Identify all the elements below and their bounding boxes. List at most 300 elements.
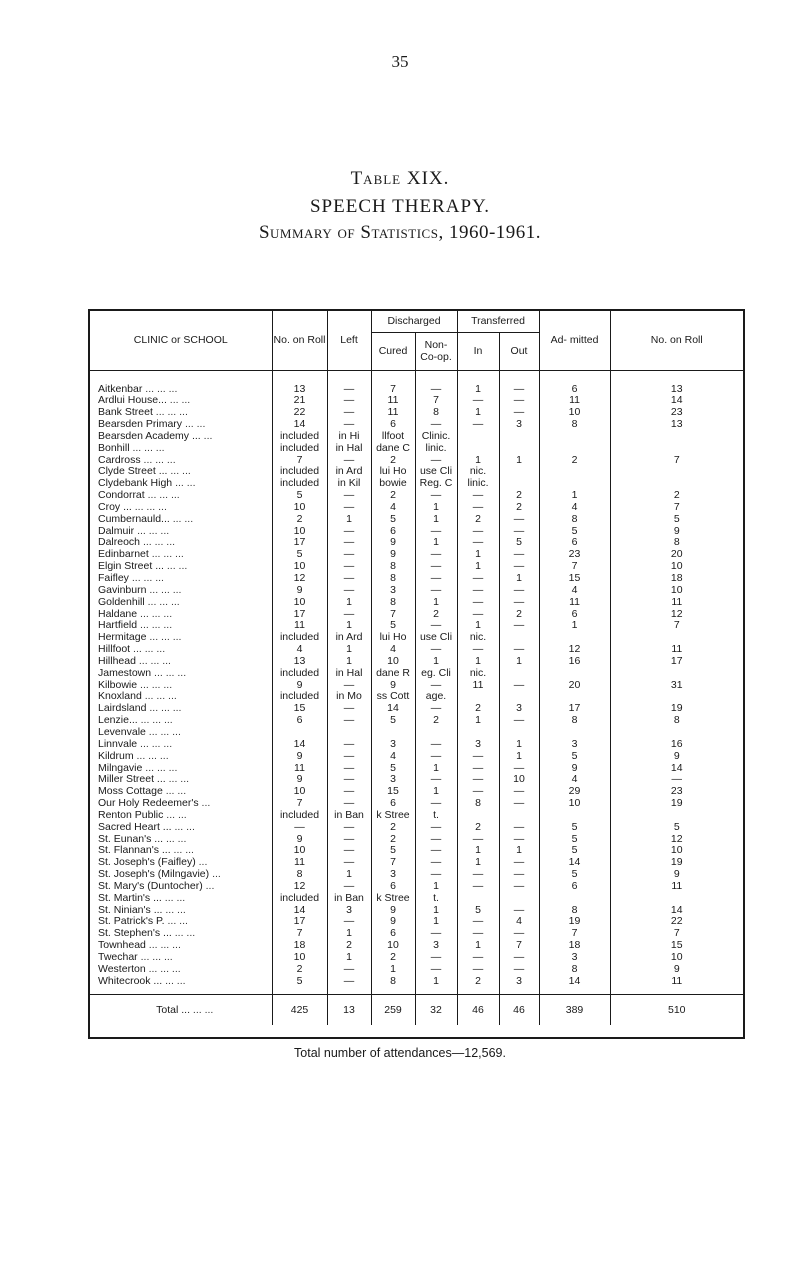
cell-on-roll-start: 5 bbox=[272, 976, 327, 994]
cell-transferred-out: 3 bbox=[499, 419, 539, 431]
clinic-name bbox=[90, 644, 272, 656]
clinic-name-text: Hartfield bbox=[98, 620, 138, 632]
clinic-name-text: St. Ninian's ... bbox=[98, 904, 163, 916]
cell-non-coop: — bbox=[415, 585, 457, 597]
clinic-name-text: Westerton bbox=[98, 963, 146, 975]
cell-admitted: 20 bbox=[539, 680, 610, 692]
clinic-name bbox=[90, 857, 272, 869]
clinic-name-text: Levenvale bbox=[98, 726, 146, 738]
cell-transferred-out: — bbox=[499, 857, 539, 869]
cell-cured bbox=[371, 727, 415, 739]
cell-on-roll-end: 10 bbox=[610, 585, 743, 597]
cell-transferred-in: — bbox=[457, 763, 499, 775]
clinic-name-text: Dalmuir bbox=[98, 525, 135, 537]
cell-left: — bbox=[327, 857, 371, 869]
clinic-name-text: Whitecrook ... bbox=[98, 975, 163, 987]
cell-cured: 9 bbox=[371, 916, 415, 928]
leader-dots: ... ... ... bbox=[155, 407, 188, 419]
cell-on-roll-start: 15 bbox=[272, 703, 327, 715]
cell-cured: 9 bbox=[371, 905, 415, 917]
cell-transferred-in: nic. bbox=[457, 466, 499, 478]
cell-on-roll-end: 510 bbox=[610, 994, 743, 1025]
cell-left: in Ban bbox=[327, 893, 371, 905]
leader-dots: ... ... ... bbox=[140, 738, 173, 750]
cell-transferred-out: — bbox=[499, 514, 539, 526]
cell-transferred-out: — bbox=[499, 549, 539, 561]
clinic-name-text: Townhead bbox=[98, 940, 146, 952]
leader-dots: ... ... ... bbox=[140, 715, 173, 727]
cell-admitted: 8 bbox=[539, 715, 610, 727]
cell-on-roll-end: 7 bbox=[610, 502, 743, 514]
cell-cured: 9 bbox=[371, 537, 415, 549]
table-row bbox=[90, 751, 743, 763]
cell-cured: k Stree bbox=[371, 893, 415, 905]
cell-on-roll-start bbox=[272, 727, 327, 739]
cell-cured: 10 bbox=[371, 656, 415, 668]
cell-left: — bbox=[327, 916, 371, 928]
leader-dots: ... bbox=[205, 880, 215, 892]
cell-transferred-in: — bbox=[457, 537, 499, 549]
cell-cured: 4 bbox=[371, 751, 415, 763]
table-row bbox=[90, 952, 743, 964]
cell-transferred-out: — bbox=[499, 395, 539, 407]
cell-on-roll-end: 8 bbox=[610, 715, 743, 727]
cell-left: — bbox=[327, 964, 371, 976]
cell-on-roll-end: 19 bbox=[610, 857, 743, 869]
cell-transferred-in: — bbox=[457, 774, 499, 786]
table-row bbox=[90, 561, 743, 573]
cell-cured: bowie bbox=[371, 478, 415, 490]
leader-dots: ... ... ... bbox=[132, 442, 165, 454]
clinic-name bbox=[90, 514, 272, 526]
cell-on-roll-end: 5 bbox=[610, 514, 743, 526]
clinic-name bbox=[90, 549, 272, 561]
clinic-name bbox=[90, 798, 272, 810]
cell-cured: 7 bbox=[371, 609, 415, 621]
table-row bbox=[90, 490, 743, 502]
cell-non-coop: 3 bbox=[415, 940, 457, 952]
cell-cured: 5 bbox=[371, 763, 415, 775]
cell-transferred-out: — bbox=[499, 526, 539, 538]
statistics-table bbox=[90, 311, 743, 1025]
cell-cured: 8 bbox=[371, 573, 415, 585]
cell-on-roll-end bbox=[610, 478, 743, 490]
cell-left: — bbox=[327, 585, 371, 597]
cell-left: — bbox=[327, 419, 371, 431]
leader-dots: ... ... bbox=[172, 513, 194, 525]
clinic-name-text: St. Eunan's ... bbox=[98, 833, 164, 845]
cell-on-roll-end: 23 bbox=[610, 407, 743, 419]
cell-left: in Mo bbox=[327, 691, 371, 703]
table-row bbox=[90, 644, 743, 656]
cell-non-coop: — bbox=[415, 774, 457, 786]
cell-non-coop: — bbox=[415, 751, 457, 763]
col-header-out: Out bbox=[499, 332, 539, 370]
cell-admitted: 1 bbox=[539, 620, 610, 632]
cell-on-roll-start: 17 bbox=[272, 916, 327, 928]
leader-dots: ... ... ... bbox=[140, 679, 173, 691]
cell-non-coop: 1 bbox=[415, 881, 457, 893]
cell-admitted: 5 bbox=[539, 526, 610, 538]
cell-non-coop: use Cli bbox=[415, 466, 457, 478]
leader-dots: ... ... ... bbox=[140, 952, 173, 963]
cell-on-roll-end: 13 bbox=[610, 419, 743, 431]
clinic-name-text: St. Martin's ... bbox=[98, 892, 162, 904]
table-row bbox=[90, 727, 743, 739]
cell-cured: 11 bbox=[371, 407, 415, 419]
cell-on-roll-start: 14 bbox=[272, 739, 327, 751]
cell-cured: 3 bbox=[371, 739, 415, 751]
cell-transferred-in: 1 bbox=[457, 620, 499, 632]
table-row bbox=[90, 620, 743, 632]
clinic-name bbox=[90, 905, 272, 917]
clinic-name bbox=[90, 668, 272, 680]
clinic-name-text: Edinbarnet bbox=[98, 549, 149, 561]
clinic-name bbox=[90, 407, 272, 419]
table-row bbox=[90, 774, 743, 786]
leader-dots: ... ... bbox=[169, 395, 191, 407]
cell-left: 2 bbox=[327, 940, 371, 952]
cell-left: 1 bbox=[327, 869, 371, 881]
cell-admitted: 11 bbox=[539, 395, 610, 407]
cell-non-coop: t. bbox=[415, 810, 457, 822]
clinic-name bbox=[90, 609, 272, 621]
clinic-name-text: Bank Street bbox=[98, 407, 153, 419]
cell-on-roll-start: 10 bbox=[272, 597, 327, 609]
cell-non-coop: 1 bbox=[415, 537, 457, 549]
cell-left: — bbox=[327, 834, 371, 846]
clinic-name bbox=[90, 893, 272, 905]
cell-on-roll-start: included bbox=[272, 431, 327, 443]
cell-left: — bbox=[327, 384, 371, 396]
cell-on-roll-start: included bbox=[272, 466, 327, 478]
cell-cured: 3 bbox=[371, 774, 415, 786]
cell-non-coop: — bbox=[415, 703, 457, 715]
cell-cured: 2 bbox=[371, 952, 415, 964]
cell-transferred-in bbox=[457, 810, 499, 822]
leader-dots: ... ... ... bbox=[140, 620, 173, 632]
leader-dots: ... ... ... bbox=[148, 963, 181, 975]
clinic-name bbox=[90, 727, 272, 739]
leader-dots: ... ... bbox=[184, 419, 206, 431]
table-row bbox=[90, 466, 743, 478]
cell-on-roll-end: 19 bbox=[610, 703, 743, 715]
table-row bbox=[90, 443, 743, 455]
cell-transferred-in: 1 bbox=[457, 384, 499, 396]
cell-on-roll-start: 10 bbox=[272, 786, 327, 798]
cell-cured: dane C bbox=[371, 443, 415, 455]
cell-on-roll-end: 2 bbox=[610, 490, 743, 502]
cell-left: — bbox=[327, 549, 371, 561]
cell-admitted: 15 bbox=[539, 573, 610, 585]
cell-transferred-out: — bbox=[499, 952, 539, 964]
cell-left: — bbox=[327, 822, 371, 834]
table-row bbox=[90, 573, 743, 585]
leader-dots: ... ... ... bbox=[142, 537, 176, 549]
cell-on-roll-start: 9 bbox=[272, 774, 327, 786]
cell-on-roll-start: 13 bbox=[272, 384, 327, 396]
cell-admitted bbox=[539, 668, 610, 680]
cell-transferred-out bbox=[499, 466, 539, 478]
cell-left: in Hi bbox=[327, 431, 371, 443]
cell-non-coop: — bbox=[415, 739, 457, 751]
clinic-name-text: Hermitage bbox=[98, 632, 147, 644]
cell-on-roll-start: 7 bbox=[272, 455, 327, 467]
clinic-name-text: Miller Street ... bbox=[98, 774, 166, 786]
clinic-name-text: Aitkenbar bbox=[98, 383, 143, 395]
cell-transferred-out: 10 bbox=[499, 774, 539, 786]
cell-on-roll-start: 6 bbox=[272, 715, 327, 727]
clinic-name bbox=[90, 455, 272, 467]
leader-dots: ... ... bbox=[165, 904, 186, 916]
table-row bbox=[90, 928, 743, 940]
cell-on-roll-end: 10 bbox=[610, 952, 743, 964]
leader-dots: ... ... bbox=[167, 916, 188, 928]
cell-non-coop: — bbox=[415, 952, 457, 964]
cell-admitted: 7 bbox=[539, 561, 610, 573]
cell-on-roll-end: 10 bbox=[610, 845, 743, 857]
cell-cured: 3 bbox=[371, 869, 415, 881]
cell-transferred-in: 1 bbox=[457, 656, 499, 668]
cell-admitted: 5 bbox=[539, 834, 610, 846]
clinic-name-text: St. Flannan's ... bbox=[98, 845, 171, 857]
cell-cured: 1 bbox=[371, 964, 415, 976]
cell-left: — bbox=[327, 490, 371, 502]
cell-on-roll-end: 16 bbox=[610, 739, 743, 751]
cell-transferred-in: 1 bbox=[457, 715, 499, 727]
cell-on-roll-start: 5 bbox=[272, 490, 327, 502]
clinic-name-text: Moss Cottage bbox=[98, 786, 163, 798]
cell-cured: 6 bbox=[371, 928, 415, 940]
total-label bbox=[90, 994, 272, 1025]
cell-on-roll-end: 23 bbox=[610, 786, 743, 798]
cell-left: — bbox=[327, 407, 371, 419]
table-row bbox=[90, 691, 743, 703]
clinic-name-text: Knoxland bbox=[98, 691, 142, 703]
clinic-name bbox=[90, 419, 272, 431]
cell-transferred-out: — bbox=[499, 680, 539, 692]
cell-on-roll-start: 7 bbox=[272, 928, 327, 940]
cell-non-coop: use Cli bbox=[415, 632, 457, 644]
cell-non-coop: 8 bbox=[415, 407, 457, 419]
cell-left: — bbox=[327, 703, 371, 715]
table-row bbox=[90, 537, 743, 549]
cell-on-roll-start: 7 bbox=[272, 798, 327, 810]
cell-admitted: 10 bbox=[539, 407, 610, 419]
table-row bbox=[90, 715, 743, 727]
cell-non-coop: 1 bbox=[415, 656, 457, 668]
cell-admitted: 6 bbox=[539, 609, 610, 621]
cell-non-coop: — bbox=[415, 549, 457, 561]
cell-non-coop: — bbox=[415, 573, 457, 585]
cell-transferred-out: 1 bbox=[499, 573, 539, 585]
cell-non-coop: eg. Cli bbox=[415, 668, 457, 680]
cell-on-roll-start: 2 bbox=[272, 514, 327, 526]
clinic-name-text: Haldane bbox=[98, 608, 138, 620]
clinic-name-text: Jamestown bbox=[98, 667, 152, 679]
leader-dots: ... ... ... bbox=[149, 703, 182, 715]
cell-cured: 9 bbox=[371, 549, 415, 561]
cell-on-roll-start: 12 bbox=[272, 881, 327, 893]
cell-transferred-out: — bbox=[499, 620, 539, 632]
cell-left: — bbox=[327, 537, 371, 549]
clinic-name-text: Faifley bbox=[98, 573, 129, 584]
cell-on-roll-end bbox=[610, 466, 743, 478]
cell-non-coop: 32 bbox=[415, 994, 457, 1025]
clinic-name-text: Kilbowie bbox=[98, 679, 138, 691]
cell-on-roll-start: 2 bbox=[272, 964, 327, 976]
clinic-name-text: St. Mary's (Duntocher) bbox=[98, 880, 203, 892]
clinic-name bbox=[90, 751, 272, 763]
cell-transferred-in bbox=[457, 893, 499, 905]
clinic-name-text: Condorrat bbox=[98, 490, 145, 502]
cell-admitted: 6 bbox=[539, 537, 610, 549]
cell-admitted bbox=[539, 466, 610, 478]
clinic-name-text: Dalreoch bbox=[98, 537, 141, 549]
cell-on-roll-end: 7 bbox=[610, 620, 743, 632]
cell-transferred-in: 1 bbox=[457, 407, 499, 419]
cell-on-roll-end: 12 bbox=[610, 834, 743, 846]
cell-cured: 6 bbox=[371, 419, 415, 431]
cell-on-roll-end: 13 bbox=[610, 384, 743, 396]
clinic-name bbox=[90, 928, 272, 940]
cell-transferred-in: 2 bbox=[457, 703, 499, 715]
cell-left: — bbox=[327, 845, 371, 857]
leader-dots: ... ... bbox=[166, 809, 187, 821]
cell-transferred-out bbox=[499, 632, 539, 644]
cell-cured: 4 bbox=[371, 502, 415, 514]
cell-transferred-in: nic. bbox=[457, 632, 499, 644]
cell-admitted bbox=[539, 810, 610, 822]
cell-transferred-in: — bbox=[457, 952, 499, 964]
cell-transferred-in: — bbox=[457, 609, 499, 621]
cell-non-coop: 1 bbox=[415, 976, 457, 994]
cell-on-roll-end: 7 bbox=[610, 455, 743, 467]
cell-on-roll-end: 9 bbox=[610, 751, 743, 763]
clinic-name bbox=[90, 526, 272, 538]
table-row bbox=[90, 455, 743, 467]
leader-dots: ... bbox=[203, 430, 213, 442]
leader-dots: ... ... ... bbox=[154, 667, 187, 679]
cell-cured: 8 bbox=[371, 597, 415, 609]
cell-on-roll-start: included bbox=[272, 893, 327, 905]
cell-on-roll-end bbox=[610, 727, 743, 739]
cell-transferred-in: — bbox=[457, 869, 499, 881]
clinic-name bbox=[90, 881, 272, 893]
cell-admitted: 4 bbox=[539, 502, 610, 514]
clinic-name bbox=[90, 715, 272, 727]
cell-left: — bbox=[327, 763, 371, 775]
cell-transferred-out: 3 bbox=[499, 703, 539, 715]
clinic-name bbox=[90, 632, 272, 644]
cell-admitted: 4 bbox=[539, 585, 610, 597]
table-row bbox=[90, 845, 743, 857]
clinic-name bbox=[90, 691, 272, 703]
cell-non-coop: 1 bbox=[415, 502, 457, 514]
cell-non-coop: linic. bbox=[415, 443, 457, 455]
cell-transferred-out: 2 bbox=[499, 490, 539, 502]
cell-transferred-in: — bbox=[457, 644, 499, 656]
clinic-name bbox=[90, 680, 272, 692]
cell-non-coop: 1 bbox=[415, 514, 457, 526]
cell-admitted: 4 bbox=[539, 774, 610, 786]
clinic-name-text: Ardlui House... bbox=[98, 395, 167, 407]
table-row bbox=[90, 857, 743, 869]
cell-admitted bbox=[539, 727, 610, 739]
col-header-non-coop: Non- Co-op. bbox=[415, 332, 457, 370]
cell-admitted: 8 bbox=[539, 905, 610, 917]
leader-dots: ... ... ... bbox=[147, 490, 180, 502]
cell-admitted bbox=[539, 691, 610, 703]
cell-admitted: 12 bbox=[539, 644, 610, 656]
leader-dots: ... ... ... bbox=[148, 940, 181, 952]
cell-transferred-out bbox=[499, 478, 539, 490]
cell-left: — bbox=[327, 561, 371, 573]
table-row bbox=[90, 881, 743, 893]
clinic-name bbox=[90, 490, 272, 502]
cell-transferred-out: 5 bbox=[499, 537, 539, 549]
cell-transferred-out: 1 bbox=[499, 656, 539, 668]
table-row bbox=[90, 526, 743, 538]
cell-transferred-out: 2 bbox=[499, 609, 539, 621]
table-row bbox=[90, 916, 743, 928]
cell-non-coop: — bbox=[415, 928, 457, 940]
cell-admitted: 5 bbox=[539, 869, 610, 881]
col-header-on-roll-start: No. on Roll bbox=[272, 311, 327, 370]
cell-non-coop: — bbox=[415, 455, 457, 467]
cell-transferred-out: — bbox=[499, 834, 539, 846]
cell-transferred-out: 46 bbox=[499, 994, 539, 1025]
cell-cured: 2 bbox=[371, 490, 415, 502]
clinic-name bbox=[90, 952, 272, 964]
col-header-left: Left bbox=[327, 311, 371, 370]
clinic-name-text: St. Patrick's P. bbox=[98, 916, 165, 928]
cell-cured: 8 bbox=[371, 561, 415, 573]
cell-left: — bbox=[327, 455, 371, 467]
table-row bbox=[90, 680, 743, 692]
cell-admitted: 5 bbox=[539, 751, 610, 763]
leader-dots: ... ... ... bbox=[133, 644, 166, 656]
cell-on-roll-start: 12 bbox=[272, 573, 327, 585]
table-row bbox=[90, 384, 743, 396]
cell-left: — bbox=[327, 573, 371, 585]
cell-on-roll-end: 31 bbox=[610, 680, 743, 692]
table-row bbox=[90, 940, 743, 952]
cell-on-roll-end bbox=[610, 893, 743, 905]
clinic-name-text: Bonhill bbox=[98, 442, 130, 454]
cell-left: 1 bbox=[327, 656, 371, 668]
cell-transferred-out: 2 bbox=[499, 502, 539, 514]
cell-non-coop: 7 bbox=[415, 395, 457, 407]
cell-transferred-out bbox=[499, 668, 539, 680]
cell-on-roll-start: 17 bbox=[272, 609, 327, 621]
cell-on-roll-start: 425 bbox=[272, 994, 327, 1025]
cell-left: 1 bbox=[327, 644, 371, 656]
cell-on-roll-start: 22 bbox=[272, 407, 327, 419]
cell-admitted: 14 bbox=[539, 976, 610, 994]
cell-transferred-in: 11 bbox=[457, 680, 499, 692]
cell-cured: 7 bbox=[371, 384, 415, 396]
cell-on-roll-start: included bbox=[272, 478, 327, 490]
table-row bbox=[90, 964, 743, 976]
cell-transferred-out: — bbox=[499, 384, 539, 396]
clinic-name bbox=[90, 845, 272, 857]
cell-transferred-in: — bbox=[457, 395, 499, 407]
cell-on-roll-start: 9 bbox=[272, 585, 327, 597]
clinic-name bbox=[90, 834, 272, 846]
leader-dots: ... ... ... bbox=[149, 632, 182, 644]
cell-non-coop: 1 bbox=[415, 597, 457, 609]
